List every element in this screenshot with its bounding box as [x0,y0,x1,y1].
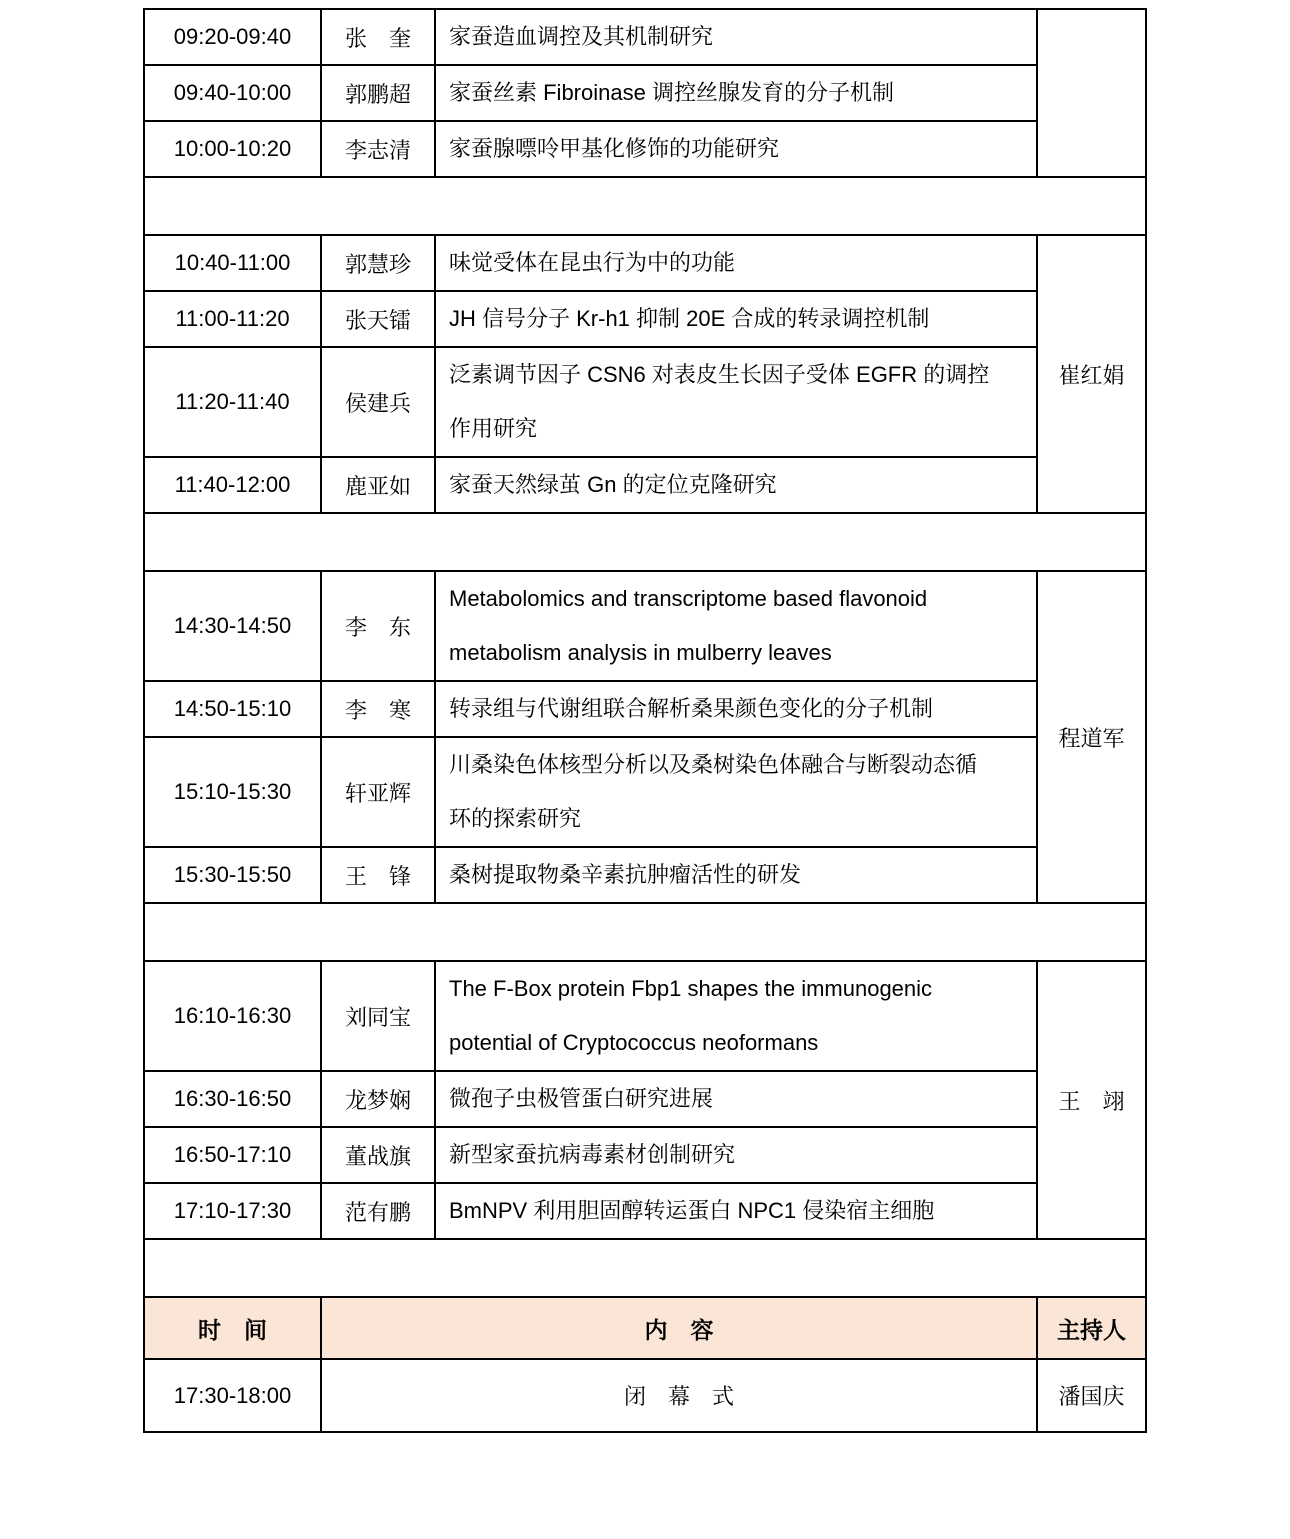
speaker-name-cell: 张 奎 [321,9,435,65]
talk-title-cell: 转录组与代谢组联合解析桑果颜色变化的分子机制 [435,681,1037,737]
header-row [144,1297,1146,1359]
speaker-name-cell: 范有鹏 [321,1183,435,1239]
chair-cell: 崔红娟 [1037,235,1146,513]
table-row [144,291,1146,347]
time-cell: 09:40-10:00 [144,65,321,121]
talk-title-cell: The F-Box protein Fbp1 shapes the immunogenic potential of Cryptococcus neoformans [435,961,1037,1071]
chair-cell: 王 翊 [1037,961,1146,1239]
speaker-name-cell: 张天镭 [321,291,435,347]
table-row [144,235,1146,291]
separator-cell [144,513,1146,571]
table-row [144,737,1146,847]
separator-cell [144,903,1146,961]
talk-title-cell: 家蚕天然绿茧 Gn 的定位克隆研究 [435,457,1037,513]
talk-title-cell: 桑树提取物桑辛素抗肿瘤活性的研发 [435,847,1037,903]
speaker-name-cell: 李志清 [321,121,435,177]
talk-title-cell: 泛素调节因子 CSN6 对表皮生长因子受体 EGFR 的调控作用研究 [435,347,1037,457]
time-cell: 15:10-15:30 [144,737,321,847]
talk-title-cell: 新型家蚕抗病毒素材创制研究 [435,1127,1037,1183]
time-cell: 11:40-12:00 [144,457,321,513]
table-row [144,9,1146,65]
speaker-name-cell: 刘同宝 [321,961,435,1071]
header-time-cell: 时 间 [144,1297,321,1359]
separator-cell [144,1239,1146,1297]
speaker-name-cell: 郭鹏超 [321,65,435,121]
speaker-name-cell: 轩亚辉 [321,737,435,847]
table-row [144,961,1146,1071]
time-cell: 10:00-10:20 [144,121,321,177]
separator-cell [144,177,1146,235]
table-row [144,457,1146,513]
speaker-name-cell: 侯建兵 [321,347,435,457]
speaker-name-cell: 鹿亚如 [321,457,435,513]
time-cell: 16:10-16:30 [144,961,321,1071]
separator-row [144,1239,1146,1297]
speaker-name-cell: 王 锋 [321,847,435,903]
speaker-name-cell: 龙梦娴 [321,1071,435,1127]
table-row [144,65,1146,121]
table-row [144,1183,1146,1239]
separator-row [144,177,1146,235]
separator-row [144,513,1146,571]
talk-title-cell: Metabolomics and transcriptome based flavonoid metabolism analysis in mulberry leaves [435,571,1037,681]
closing-content-cell: 闭 幕 式 [321,1359,1037,1432]
talk-title-cell: 家蚕丝素 Fibroinase 调控丝腺发育的分子机制 [435,65,1037,121]
table-row [144,1071,1146,1127]
table-row [144,847,1146,903]
table-row [144,1127,1146,1183]
talk-title-cell: 家蚕腺嘌呤甲基化修饰的功能研究 [435,121,1037,177]
header-content-cell: 内 容 [321,1297,1037,1359]
time-cell: 10:40-11:00 [144,235,321,291]
schedule-table [143,8,1147,1433]
speaker-name-cell: 李 东 [321,571,435,681]
talk-title-cell: 家蚕造血调控及其机制研究 [435,9,1037,65]
time-cell: 09:20-09:40 [144,9,321,65]
time-cell: 14:50-15:10 [144,681,321,737]
time-cell: 17:10-17:30 [144,1183,321,1239]
speaker-name-cell: 郭慧珍 [321,235,435,291]
time-cell: 14:30-14:50 [144,571,321,681]
table-row [144,347,1146,457]
table-row [144,121,1146,177]
talk-title-cell: 微孢子虫极管蛋白研究进展 [435,1071,1037,1127]
time-cell: 11:20-11:40 [144,347,321,457]
speaker-name-cell: 李 寒 [321,681,435,737]
closing-row [144,1359,1146,1432]
talk-title-cell: JH 信号分子 Kr-h1 抑制 20E 合成的转录调控机制 [435,291,1037,347]
table-row [144,681,1146,737]
closing-time-cell: 17:30-18:00 [144,1359,321,1432]
talk-title-cell: 味觉受体在昆虫行为中的功能 [435,235,1037,291]
table-row [144,571,1146,681]
talk-title-cell: BmNPV 利用胆固醇转运蛋白 NPC1 侵染宿主细胞 [435,1183,1037,1239]
closing-chair-cell: 潘国庆 [1037,1359,1146,1432]
time-cell: 16:50-17:10 [144,1127,321,1183]
header-chair-cell: 主持人 [1037,1297,1146,1359]
talk-title-cell: 川桑染色体核型分析以及桑树染色体融合与断裂动态循环的探索研究 [435,737,1037,847]
time-cell: 15:30-15:50 [144,847,321,903]
separator-row [144,903,1146,961]
chair-cell: 程道军 [1037,571,1146,903]
time-cell: 11:00-11:20 [144,291,321,347]
speaker-name-cell: 董战旗 [321,1127,435,1183]
chair-cell [1037,9,1146,177]
time-cell: 16:30-16:50 [144,1071,321,1127]
